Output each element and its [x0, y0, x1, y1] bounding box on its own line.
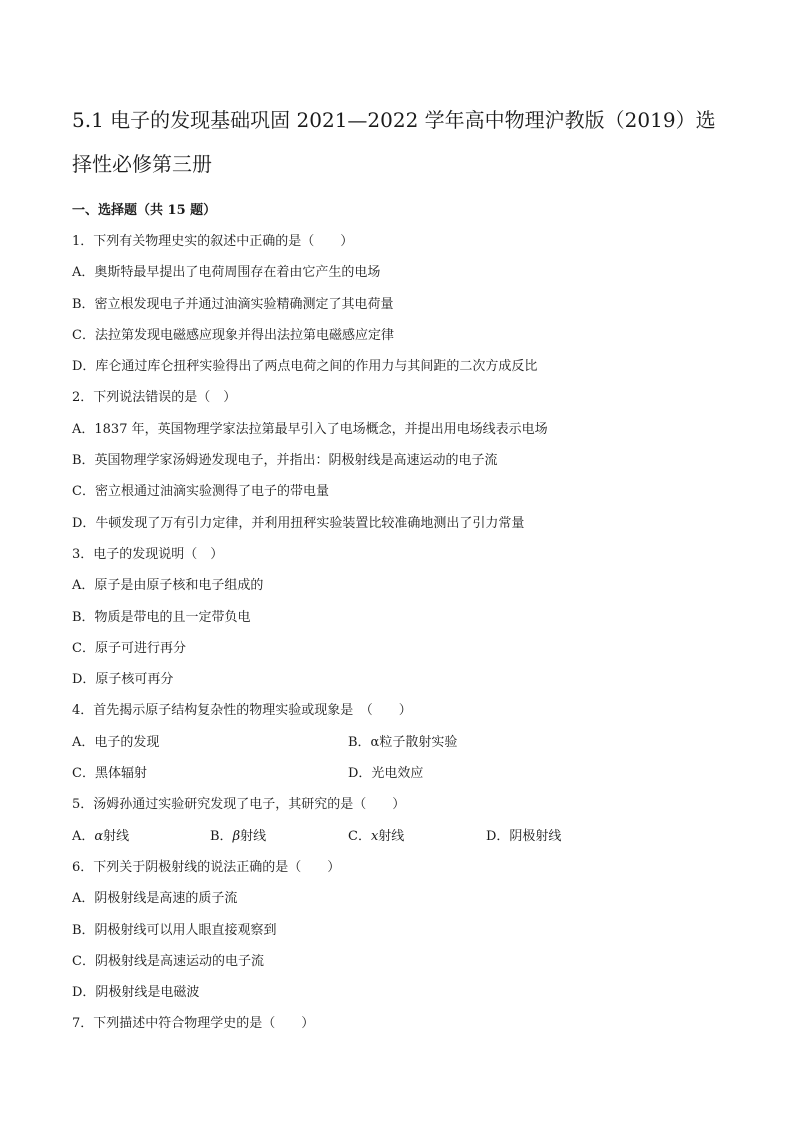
option-b: B．密立根发现电子并通过油滴实验精确测定了其电荷量 — [72, 296, 394, 312]
option-d: D．光电效应 — [348, 766, 424, 782]
option-c: C．阴极射线是高速运动的电子流 — [72, 953, 264, 969]
question-5 — [72, 789, 722, 852]
option-b: B．阴极射线可以用人眼直接观察到 — [72, 922, 277, 938]
alpha-symbol: α — [94, 828, 104, 844]
question-4 — [72, 695, 722, 789]
question-3 — [72, 539, 722, 695]
option-b: B．物质是带电的且一定带负电 — [72, 609, 251, 625]
option-row — [72, 727, 722, 758]
question-stem: 1．下列有关物理史实的叙述中正确的是（ ） — [72, 234, 354, 249]
question-6 — [72, 852, 722, 1008]
option-a: A．阴极射线是高速的质子流 — [72, 891, 238, 907]
option-label: A． — [72, 828, 95, 844]
question-stem: 6．下列关于阴极射线的说法正确的是（ ） — [72, 859, 341, 875]
option-text: 射线 — [103, 828, 130, 844]
option-a: A．电子的发现 — [72, 734, 160, 750]
question-stem: 5．汤姆孙通过实验研究发现了电子，其研究的是（ ） — [72, 797, 406, 813]
option-text: 射线 — [240, 828, 267, 844]
option-row — [72, 758, 722, 789]
option-b: B．α粒子散射实验 — [348, 734, 458, 750]
option-d: D．阴极射线是电磁波 — [72, 985, 200, 1001]
document-title: 5.1 电子的发现基础巩固 2021—2022 学年高中物理沪教版（2019）选择性必修第三册 — [72, 108, 716, 176]
option-a — [72, 821, 210, 852]
option-c — [348, 821, 486, 852]
option-a: A．1837 年，英国物理学家法拉第最早引入了电场概念，并提出用电场线表示电场 — [72, 421, 548, 437]
question-stem: 2．下列说法错误的是（ ） — [72, 390, 237, 406]
question-stem: 3．电子的发现说明（ ） — [72, 546, 224, 562]
option-c: C．密立根通过油滴实验测得了电子的带电量 — [72, 484, 329, 500]
option-label: C． — [348, 828, 371, 844]
option-a: A．原子是由原子核和电子组成的 — [72, 578, 264, 594]
option-d: D．原子核可再分 — [72, 672, 174, 688]
option-d: D．库仑通过库仑扭秤实验得出了两点电荷之间的作用力与其间距的二次方成反比 — [72, 359, 538, 375]
question-stem: 7．下列描述中符合物理学史的是（ ） — [72, 1016, 315, 1032]
x-symbol: x — [370, 828, 379, 844]
question-7 — [72, 1008, 722, 1039]
question-1 — [72, 226, 722, 382]
section-heading: 一、选择题（共 15 题） — [72, 203, 217, 218]
option-c: C．原子可进行再分 — [72, 640, 186, 656]
option-row — [72, 821, 722, 852]
option-label: B． — [210, 828, 233, 844]
option-b: B．英国物理学家汤姆逊发现电子，并指出：阴极射线是高速运动的电子流 — [72, 453, 498, 469]
question-stem: 4．首先揭示原子结构复杂性的物理实验或现象是 （ ） — [72, 703, 412, 719]
option-a: A．奥斯特最早提出了电荷周围存在着由它产生的电场 — [72, 265, 381, 281]
option-b — [210, 821, 348, 852]
beta-symbol: β — [232, 828, 241, 844]
option-c: C．黑体辐射 — [72, 766, 147, 782]
question-2 — [72, 382, 722, 538]
option-d: D．牛顿发现了万有引力定律，并利用扭秤实验装置比较准确地测出了引力常量 — [72, 515, 525, 531]
option-d: D．阴极射线 — [486, 828, 562, 844]
option-c: C．法拉第发现电磁感应现象并得出法拉第电磁感应定律 — [72, 327, 394, 343]
option-text: 射线 — [378, 828, 405, 844]
